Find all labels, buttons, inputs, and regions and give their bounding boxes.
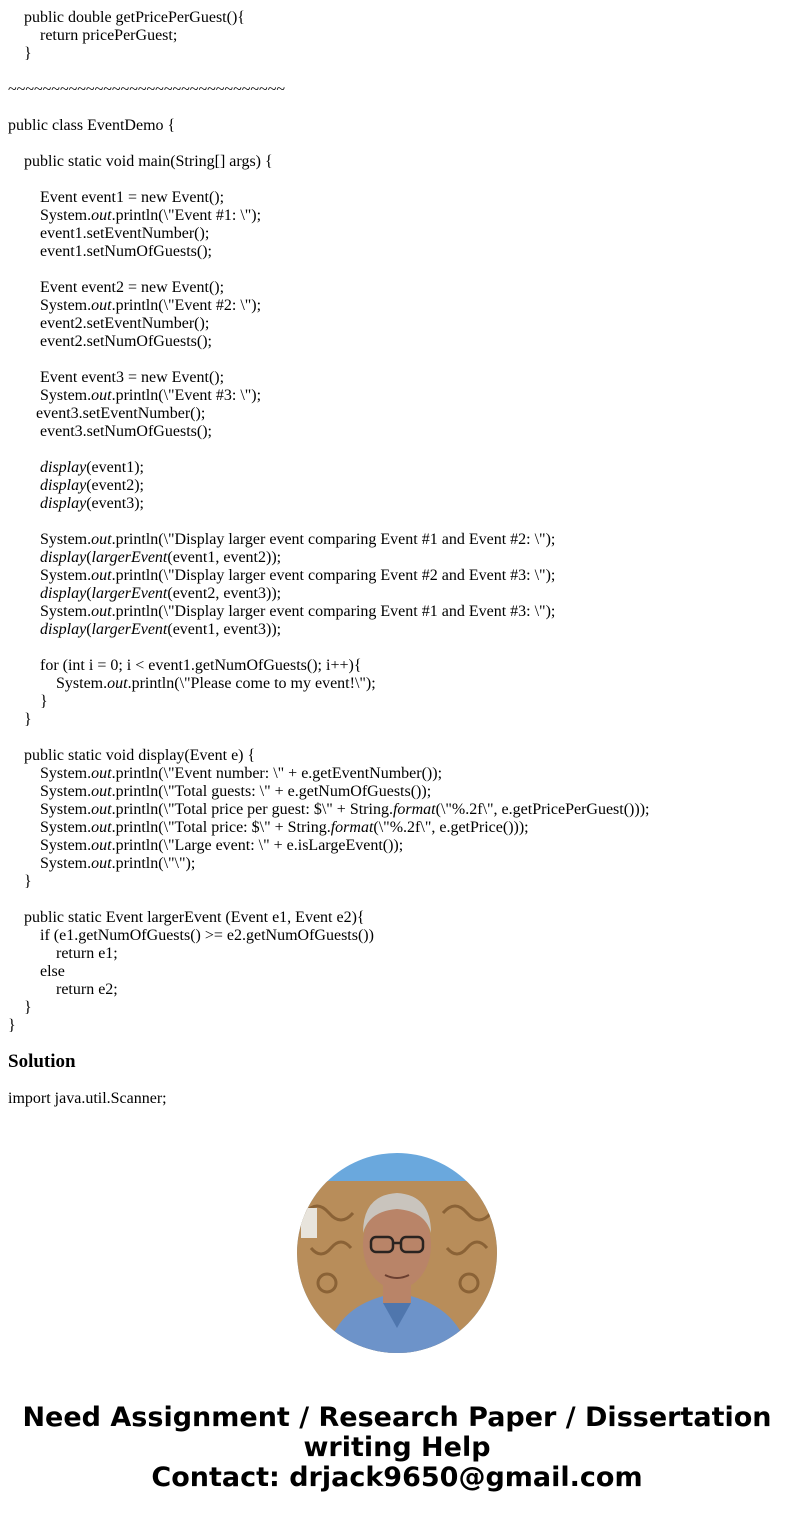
- code-token: return e2;: [8, 981, 118, 998]
- code-line: [8, 783, 788, 801]
- code-italic-token: format: [330, 819, 374, 836]
- code-token: .println(\"Event #1: \");: [111, 207, 262, 224]
- code-token: public class EventDemo {: [8, 117, 176, 134]
- code-line: [8, 171, 788, 189]
- code-line: [8, 765, 788, 783]
- promo-contact: Contact: drjack9650@gmail.com: [151, 1462, 643, 1493]
- code-line: [8, 279, 788, 297]
- code-token: else: [8, 963, 65, 980]
- code-line: [8, 369, 788, 387]
- code-token: (event2);: [86, 477, 144, 494]
- code-line: [8, 459, 788, 477]
- code-italic-token: out: [91, 765, 112, 782]
- code-line: [8, 117, 788, 135]
- code-line: [8, 567, 788, 585]
- code-token: .println(\"Please come to my event!\");: [127, 675, 376, 692]
- code-italic-token: largerEvent: [91, 621, 168, 638]
- code-line: [8, 837, 788, 855]
- code-line: [8, 963, 788, 981]
- code-token: return e1;: [8, 945, 118, 962]
- code-token: System.: [8, 207, 92, 224]
- code-line: [8, 261, 788, 279]
- code-token: event2.setNumOfGuests();: [8, 333, 212, 350]
- code-italic-token: out: [107, 675, 128, 692]
- code-line: [8, 225, 788, 243]
- code-token: }: [8, 45, 32, 62]
- code-token: .println(\"Display larger event comparing Event #2 and Event #3: \");: [111, 567, 556, 584]
- code-token: System.: [8, 675, 108, 692]
- author-avatar: [297, 1153, 497, 1353]
- code-token: .println(\"Event number: \" + e.getEventNumber());: [111, 765, 443, 782]
- code-italic-token: out: [91, 801, 112, 818]
- code-token: for (int i = 0; i < event1.getNumOfGuests(); i++){: [8, 657, 362, 674]
- code-line: [8, 747, 788, 765]
- code-line: [8, 981, 788, 999]
- code-token: ~~~~~~~~~~~~~~~~~~~~~~~~~~~~~~~~: [8, 81, 285, 98]
- code-token: (: [86, 549, 92, 566]
- code-listing: [8, 9, 788, 1035]
- code-italic-token: out: [91, 855, 112, 872]
- code-token: event2.setEventNumber();: [8, 315, 210, 332]
- code-line: [8, 27, 788, 45]
- code-line: [8, 297, 788, 315]
- code-token: }: [8, 693, 48, 710]
- code-line: [8, 81, 788, 99]
- code-italic-token: out: [91, 837, 112, 854]
- code-line: [8, 63, 788, 81]
- code-token: .println(\"Large event: \" + e.isLargeEvent());: [111, 837, 404, 854]
- code-line: [8, 711, 788, 729]
- code-token: event3.setEventNumber();: [8, 405, 206, 422]
- code-token: public static Event largerEvent (Event e1, Event e2){: [8, 909, 365, 926]
- code-line: [8, 585, 788, 603]
- code-line: [8, 153, 788, 171]
- code-line: [8, 675, 788, 693]
- code-token: System.: [8, 567, 92, 584]
- code-line: [8, 531, 788, 549]
- code-token: .println(\"Display larger event comparing Event #1 and Event #3: \");: [111, 603, 556, 620]
- code-token: .println(\"Total guests: \" + e.getNumOfGuests());: [111, 783, 432, 800]
- author-portrait: [297, 1153, 497, 1353]
- code-italic-token: display: [40, 495, 87, 512]
- code-italic-token: largerEvent: [91, 585, 168, 602]
- code-token: (\"%.2f\", e.getPrice()));: [373, 819, 529, 836]
- code-token: [8, 549, 40, 566]
- code-italic-token: out: [91, 603, 112, 620]
- promo-line: writing Help: [303, 1432, 491, 1463]
- code-token: System.: [8, 531, 92, 548]
- code-token: public static void display(Event e) {: [8, 747, 256, 764]
- code-line: [8, 621, 788, 639]
- code-italic-token: out: [91, 387, 112, 404]
- code-line: [8, 999, 788, 1017]
- code-line: [8, 387, 788, 405]
- promo-line: Need Assignment / Research Paper / Dissertation: [22, 1402, 772, 1433]
- code-line: [8, 405, 788, 423]
- code-line: [8, 333, 788, 351]
- code-line: [8, 855, 788, 873]
- code-token: (event3);: [86, 495, 144, 512]
- code-line: [8, 639, 788, 657]
- code-token: Event event3 = new Event();: [8, 369, 225, 386]
- code-token: System.: [8, 765, 92, 782]
- code-token: [8, 621, 40, 638]
- code-line: [8, 927, 788, 945]
- code-italic-token: display: [40, 477, 87, 494]
- code-line: [8, 945, 788, 963]
- code-italic-token: display: [40, 549, 87, 566]
- code-token: (event1, event2));: [167, 549, 282, 566]
- code-token: (\"%.2f\", e.getPricePerGuest()));: [435, 801, 650, 818]
- code-token: }: [8, 873, 32, 890]
- code-italic-token: out: [91, 297, 112, 314]
- code-italic-token: out: [91, 567, 112, 584]
- code-token: return pricePerGuest;: [8, 27, 178, 44]
- code-line: [8, 495, 788, 513]
- code-token: public double getPricePerGuest(){: [8, 9, 245, 26]
- code-italic-token: largerEvent: [91, 549, 168, 566]
- code-token: System.: [8, 297, 92, 314]
- code-token: (event1);: [86, 459, 144, 476]
- code-line: [8, 477, 788, 495]
- code-italic-token: display: [40, 459, 87, 476]
- code-line: [8, 549, 788, 567]
- code-token: event1.setNumOfGuests();: [8, 243, 212, 260]
- code-italic-token: out: [91, 783, 112, 800]
- code-line: [8, 351, 788, 369]
- code-token: .println(\"\");: [111, 855, 196, 872]
- code-line: [8, 189, 788, 207]
- code-token: Event event1 = new Event();: [8, 189, 225, 206]
- code-token: [8, 495, 40, 512]
- code-line: [8, 9, 788, 27]
- code-line: [8, 657, 788, 675]
- code-line: [8, 441, 788, 459]
- code-token: [8, 459, 40, 476]
- code-token: System.: [8, 819, 92, 836]
- code-token: (event1, event3));: [167, 621, 282, 638]
- code-line: [8, 1017, 788, 1035]
- code-line: [8, 207, 788, 225]
- promo-banner: [0, 1403, 794, 1493]
- code-token: public static void main(String[] args) {: [8, 153, 273, 170]
- code-line: [8, 801, 788, 819]
- code-token: .println(\"Event #3: \");: [111, 387, 262, 404]
- code-token: .println(\"Total price per guest: $\" + String.: [111, 801, 393, 818]
- code-token: System.: [8, 603, 92, 620]
- code-token: System.: [8, 801, 92, 818]
- code-line: [8, 513, 788, 531]
- code-token: }: [8, 711, 32, 728]
- code-token: event1.setEventNumber();: [8, 225, 210, 242]
- code-token: event3.setNumOfGuests();: [8, 423, 212, 440]
- code-token: (event2, event3));: [167, 585, 282, 602]
- code-italic-token: out: [91, 531, 112, 548]
- code-italic-token: out: [91, 207, 112, 224]
- code-line: [8, 603, 788, 621]
- code-line: [8, 909, 788, 927]
- code-line: [8, 693, 788, 711]
- code-line: [8, 819, 788, 837]
- code-token: }: [8, 1017, 16, 1034]
- code-line: [8, 45, 788, 63]
- code-token: System.: [8, 783, 92, 800]
- code-token: Event event2 = new Event();: [8, 279, 225, 296]
- code-line: [8, 729, 788, 747]
- code-italic-token: out: [91, 819, 112, 836]
- code-line: [8, 243, 788, 261]
- code-token: .println(\"Display larger event comparing Event #1 and Event #2: \");: [111, 531, 556, 548]
- code-line: [8, 99, 788, 117]
- code-italic-token: display: [40, 621, 87, 638]
- code-line: [8, 891, 788, 909]
- solution-text: import java.util.Scanner;: [8, 1090, 167, 1107]
- code-token: }: [8, 999, 32, 1016]
- code-token: System.: [8, 855, 92, 872]
- code-token: System.: [8, 837, 92, 854]
- code-token: System.: [8, 387, 92, 404]
- code-token: if (e1.getNumOfGuests() >= e2.getNumOfGuests()): [8, 927, 374, 944]
- code-line: [8, 315, 788, 333]
- code-line: [8, 135, 788, 153]
- code-token: [8, 585, 40, 602]
- code-line: [8, 423, 788, 441]
- code-token: .println(\"Event #2: \");: [111, 297, 262, 314]
- solution-heading: Solution: [8, 1051, 76, 1072]
- code-line: [8, 873, 788, 891]
- code-italic-token: display: [40, 585, 87, 602]
- code-italic-token: format: [392, 801, 436, 818]
- code-token: (: [86, 585, 92, 602]
- code-token: .println(\"Total price: $\" + String.: [111, 819, 331, 836]
- code-token: [8, 477, 40, 494]
- code-token: (: [86, 621, 92, 638]
